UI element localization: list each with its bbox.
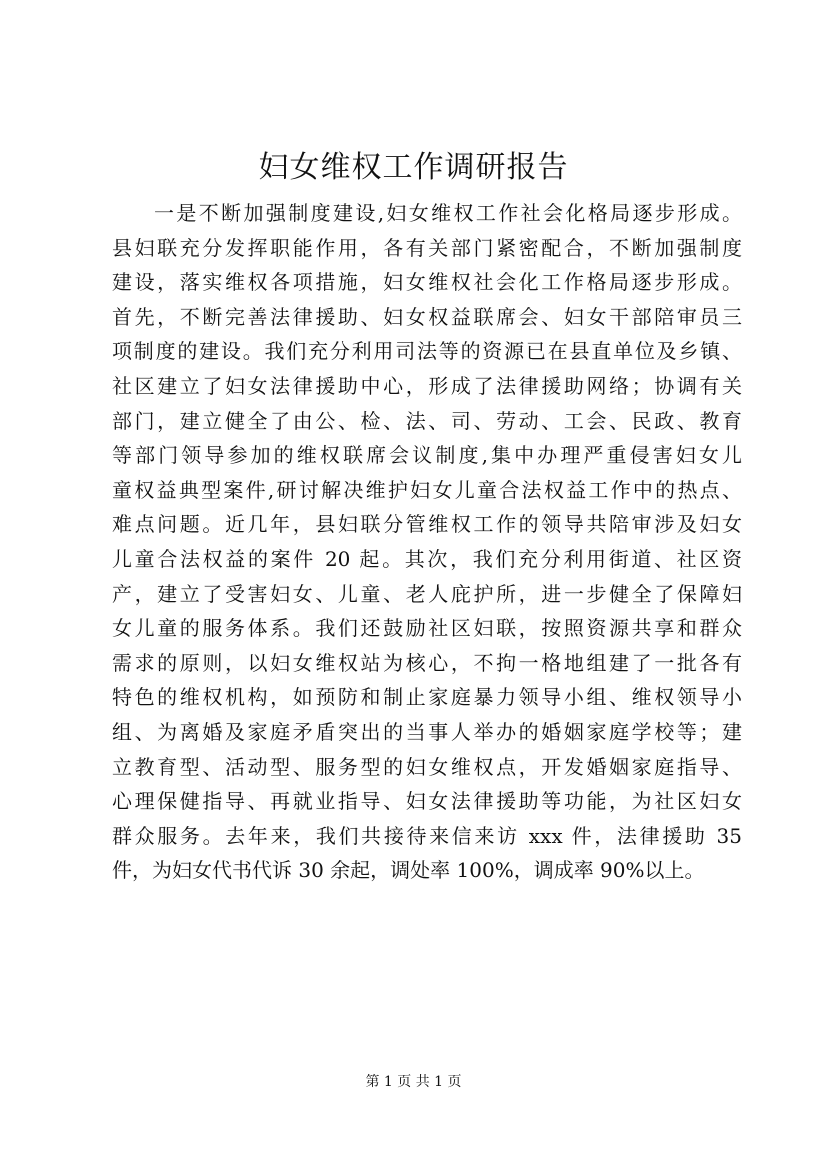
paragraph-line: 县妇联充分发挥职能作用，各有关部门紧密配合，不断加强制度 — [112, 235, 742, 260]
paragraph-line: 女儿童的服务体系。我们还鼓励社区妇联，按照资源共享和群众 — [112, 616, 742, 641]
paragraph-line: 建设，落实维权各项措施，妇女维权社会化工作格局逐步形成。 — [112, 270, 742, 295]
paragraph-line: 项制度的建设。我们充分利用司法等的资源已在县直单位及乡镇、 — [112, 339, 742, 364]
paragraph-line: 社区建立了妇女法律援助中心，形成了法律援助网络；协调有关 — [112, 373, 742, 398]
page-footer: 第 1 页 共 1 页 — [365, 1074, 462, 1090]
paragraph-line: 首先，不断完善法律援助、妇女权益联席会、妇女干部陪审员三 — [112, 304, 742, 329]
document-title: 妇女维权工作调研报告 — [258, 150, 569, 185]
paragraph-line: 难点问题。近几年，县妇联分管维权工作的领导共陪审涉及妇女 — [112, 512, 742, 537]
body-paragraph — [112, 196, 742, 888]
paragraph-line: 产，建立了受害妇女、儿童、老人庇护所，进一步健全了保障妇 — [112, 581, 742, 606]
paragraph-line: 童权益典型案件,研讨解决维护妇女儿童合法权益工作中的热点、 — [112, 477, 742, 502]
paragraph-line: 立教育型、活动型、服务型的妇女维权点，开发婚姻家庭指导、 — [112, 754, 742, 779]
paragraph-line: 件，为妇女代书代诉 30 余起，调处率 100%，调成率 90%以上。 — [112, 858, 705, 883]
paragraph-line: 群众服务。去年来，我们共接待来信来访 xxx 件，法律援助 35 — [112, 823, 742, 848]
paragraph-line: 需求的原则，以妇女维权站为核心，不拘一格地组建了一批各有 — [112, 650, 742, 675]
paragraph-line: 心理保健指导、再就业指导、妇女法律援助等功能，为社区妇女 — [112, 789, 742, 814]
paragraph-line: 组、为离婚及家庭矛盾突出的当事人举办的婚姻家庭学校等；建 — [112, 719, 742, 744]
paragraph-line: 儿童合法权益的案件 20 起。其次，我们充分利用街道、社区资 — [112, 546, 742, 571]
paragraph-line: 部门，建立健全了由公、检、法、司、劳动、工会、民政、教育 — [112, 408, 742, 433]
paragraph-line: 一是不断加强制度建设,妇女维权工作社会化格局逐步形成。 — [154, 201, 742, 225]
paragraph-line: 特色的维权机构，如预防和制止家庭暴力领导小组、维权领导小 — [112, 685, 742, 710]
paragraph-line: 等部门领导参加的维权联席会议制度,集中办理严重侵害妇女儿 — [112, 443, 742, 468]
